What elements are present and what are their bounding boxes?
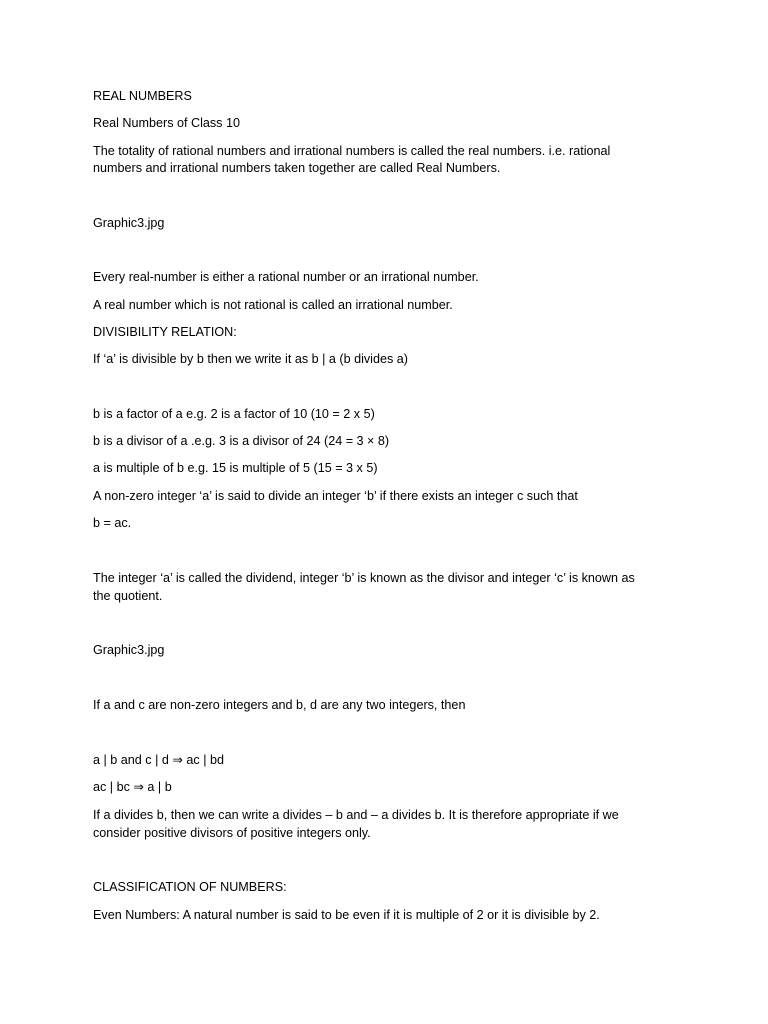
document-heading: REAL NUMBERS: [93, 89, 192, 103]
dividend-definition-line-1: The integer ‘a’ is called the dividend, integer ‘b’ is known as the divisor and integer ‘c’ is known as: [93, 571, 635, 585]
nonzero-integers-paragraph: If a and c are non-zero integers and b, d are any two integers, then: [93, 698, 466, 712]
irrational-definition: A real number which is not rational is called an irrational number.: [93, 298, 453, 312]
positive-divisors-line-2: consider positive divisors of positive integers only.: [93, 826, 371, 840]
b-equals-ac: b = ac.: [93, 516, 132, 530]
nonzero-divide-paragraph: A non-zero integer ‘a’ is said to divide an integer ‘b’ if there exists an integer c such that: [93, 489, 578, 503]
document-subheading: Real Numbers of Class 10: [93, 116, 240, 130]
property-2: ac | bc ⇒ a | b: [93, 780, 172, 794]
multiple-example: a is multiple of b e.g. 15 is multiple of 5 (15 = 3 x 5): [93, 461, 378, 475]
positive-divisors-line-1: If a divides b, then we can write a divides – b and – a divides b. It is therefore appropriate if we: [93, 808, 619, 822]
dividend-definition-line-2: the quotient.: [93, 589, 163, 603]
property-1: a | b and c | d ⇒ ac | bd: [93, 753, 224, 767]
divisor-example: b is a divisor of a .e.g. 3 is a divisor of 24 (24 = 3 × 8): [93, 434, 390, 448]
intro-line-1: The totality of rational numbers and irrational numbers is called the real numbers. i.e. rational: [93, 144, 611, 158]
intro-line-2: numbers and irrational numbers taken together are called Real Numbers.: [93, 161, 501, 175]
classification-heading: CLASSIFICATION OF NUMBERS:: [93, 880, 287, 894]
every-real-paragraph: Every real-number is either a rational number or an irrational number.: [93, 270, 479, 284]
divisibility-heading: DIVISIBILITY RELATION:: [93, 325, 237, 339]
divisibility-notation: If ‘a’ is divisible by b then we write it as b | a (b divides a): [93, 352, 408, 366]
image-placeholder-1: Graphic3.jpg: [93, 216, 165, 230]
image-placeholder-2: Graphic3.jpg: [93, 643, 165, 657]
even-numbers-definition: Even Numbers: A natural number is said to be even if it is multiple of 2 or it is divisible by 2.: [93, 908, 600, 922]
factor-example: b is a factor of a e.g. 2 is a factor of 10 (10 = 2 x 5): [93, 407, 375, 421]
